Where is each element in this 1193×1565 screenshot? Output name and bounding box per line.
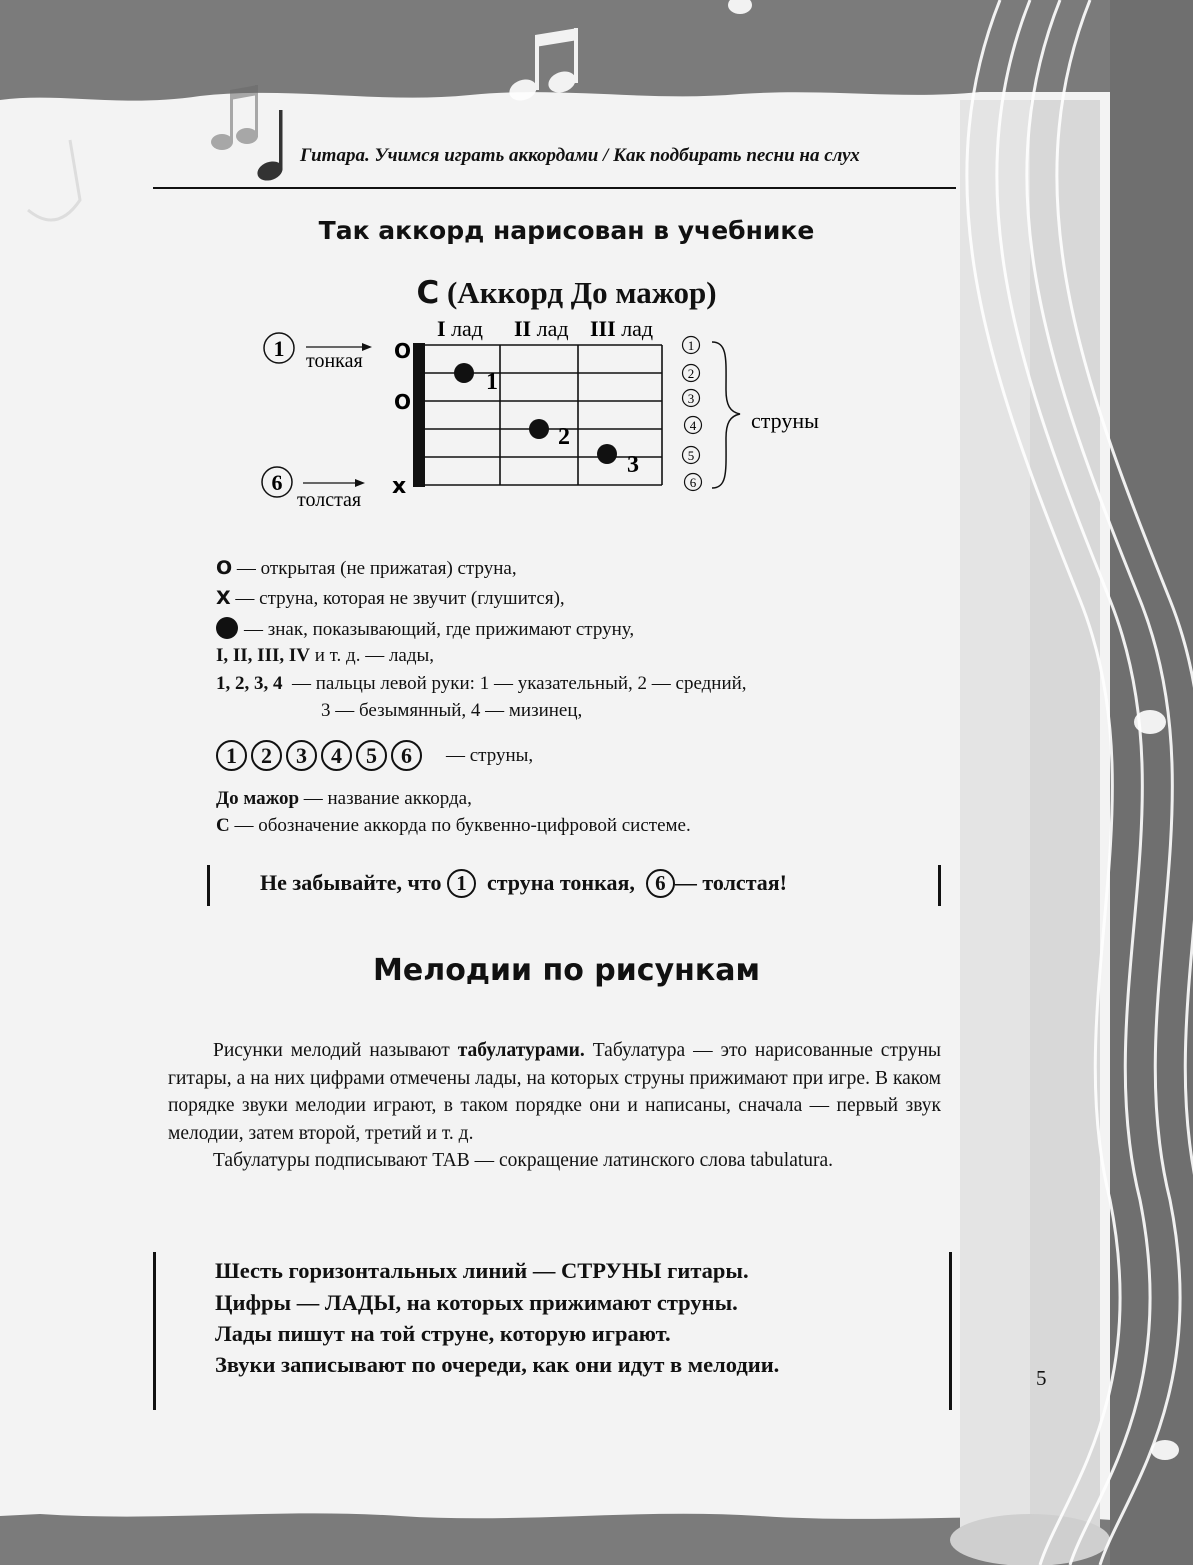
note-bar-right bbox=[938, 865, 941, 906]
svg-text:1: 1 bbox=[687, 338, 695, 353]
legend-mute: X — струна, которая не звучит (глушится), bbox=[216, 587, 565, 609]
legend-strings: 1 2 3 4 5 6 — струны, bbox=[216, 740, 533, 771]
legend-dot: — знак, показывающий, где прижимают струну, bbox=[216, 617, 634, 641]
page-number: 5 bbox=[1036, 1366, 1047, 1390]
chord-section-title: Так аккорд нарисован в учебнике bbox=[318, 216, 815, 245]
finger-number: 1 bbox=[486, 369, 498, 395]
open-marker: O bbox=[394, 339, 412, 363]
finger-dot bbox=[597, 444, 617, 464]
finger-dot bbox=[454, 363, 474, 383]
thick-string-number: 6 bbox=[271, 470, 283, 495]
thin-string-number: 1 bbox=[273, 336, 285, 361]
string-circle: 2 bbox=[251, 740, 282, 771]
melodies-title: Мелодии по рисункам bbox=[373, 953, 760, 988]
legend-letter: С — обозначение аккорда по буквенно-цифровой системе. bbox=[216, 815, 691, 836]
string-circle: 4 bbox=[321, 740, 352, 771]
rules-bar-right bbox=[949, 1252, 952, 1410]
rules-bar-left bbox=[153, 1252, 156, 1410]
chord-letter: C bbox=[416, 275, 440, 311]
finger-number: 3 bbox=[627, 452, 639, 478]
finger-dot-icon bbox=[216, 617, 238, 639]
running-header: Гитара. Учимся играть аккордами / Как подбирать песни на слух bbox=[300, 145, 860, 166]
legend-open: O — открытая (не прижатая) струна, bbox=[216, 557, 517, 579]
mute-marker: x bbox=[392, 474, 407, 499]
svg-text:3: 3 bbox=[687, 391, 695, 406]
legend-fingers: 1, 2, 3, 4 — пальцы левой руки: 1 — указательный, 2 — средний, bbox=[216, 673, 747, 694]
chord-diagram bbox=[0, 0, 1193, 560]
paragraph: Табулатуры подписывают TAB — сокращение латинского слова tabulatura. bbox=[213, 1150, 834, 1171]
strings-label: струны bbox=[751, 408, 819, 433]
chord-name: (Аккорд До мажор) bbox=[446, 275, 717, 310]
legend-frets: I, II, III, IV и т. д. — лады, bbox=[216, 645, 435, 666]
string-numbers bbox=[683, 337, 702, 491]
fret-label: II лад bbox=[514, 316, 569, 341]
thin-label: тонкая bbox=[306, 350, 363, 372]
string-circle: 1 bbox=[216, 740, 247, 771]
thick-label: толстая bbox=[297, 489, 362, 511]
rule-line: Звуки записывают по очереди, как они идут в мелодии. bbox=[215, 1352, 780, 1377]
fret-label: III лад bbox=[590, 316, 654, 341]
note-bar-left bbox=[207, 865, 210, 906]
open-marker: O bbox=[394, 390, 412, 414]
nut bbox=[413, 343, 425, 487]
rule-line: Лады пишут на той струне, которую играют. bbox=[215, 1321, 671, 1346]
legend-fingers-cont: 3 — безымянный, 4 — мизинец, bbox=[321, 700, 583, 721]
string-circle: 5 bbox=[356, 740, 387, 771]
rule-line: Шесть горизонтальных линий — СТРУНЫ гитары. bbox=[215, 1258, 749, 1283]
reminder-note: Не забывайте, что 1 струна тонкая, 6 — толстая! bbox=[260, 869, 787, 898]
paragraph: Рисунки мелодий называют табулатурами. Табулатура — это нарисованные струны гитары, а на них цифрами отмечены лады, на которых струны прижимают при игре. В каком порядке звуки мелодии играют, в таком порядке они и написаны, сначала — первый звук мелодии, затем второй, третий и т. д. bbox=[168, 1040, 941, 1144]
svg-text:2: 2 bbox=[687, 366, 695, 381]
string-circle: 6 bbox=[391, 740, 422, 771]
strings bbox=[420, 345, 662, 485]
svg-text:4: 4 bbox=[689, 418, 697, 433]
svg-text:6: 6 bbox=[689, 475, 697, 490]
brace bbox=[712, 342, 740, 488]
finger-dot bbox=[529, 419, 549, 439]
string-circle: 3 bbox=[286, 740, 317, 771]
melodies-text bbox=[168, 1037, 941, 1175]
fret-label: I лад bbox=[437, 316, 483, 341]
rule-line: Цифры — ЛАДЫ, на которых прижимают струны. bbox=[215, 1290, 738, 1315]
finger-number: 2 bbox=[558, 424, 570, 450]
legend-name: До мажор — название аккорда, bbox=[216, 788, 472, 809]
svg-text:5: 5 bbox=[687, 448, 695, 463]
